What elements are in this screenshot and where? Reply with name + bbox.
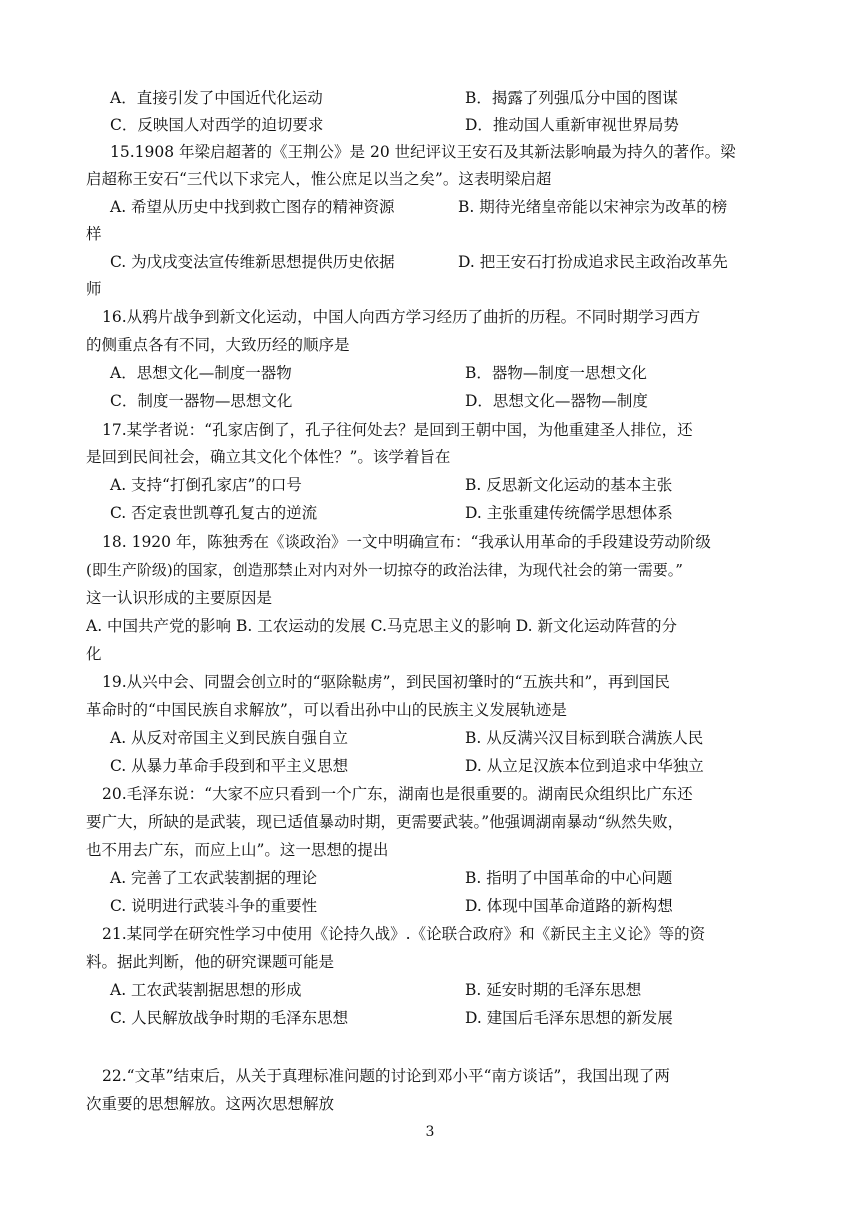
q14-option-a: A．直接引发了中国近代化运动 <box>110 89 323 107</box>
q17-stem-line2: 是回到民间社会，确立其文化个体性？”。该学着旨在 <box>86 448 451 466</box>
q20-option-d: D. 体现中国革命道路的新构想 <box>465 897 673 915</box>
q19-stem-line2: 革命时的“中国民族自求解放”，可以看出孙中山的民族主义发展轨迹是 <box>86 701 567 719</box>
q16-stem-line1: 16.从鸦片战争到新文化运动，中国人向西方学习经历了曲折的历程。不同时期学习西方 <box>102 308 701 326</box>
q18-stem-line2: (即生产阶级)的国家，创造那禁止对内对外一切掠夺的政治法律，为现代社会的第一需要。” <box>86 561 683 579</box>
q16-option-b: B．器物—制度一思想文化 <box>465 364 647 382</box>
q15-stem-line2: 启超称王安石“三代以下求完人，惟公庶足以当之矣”。这表明梁启超 <box>86 170 552 188</box>
q17-option-d: D. 主张重建传统儒学思想体系 <box>465 504 673 522</box>
q18-stem-line1: 18. 1920 年，陈独秀在《谈政治》一文中明确宣布：“我承认用革命的手段建设劳动阶级 <box>102 533 711 551</box>
q14-option-d: D．推动国人重新审视世界局势 <box>465 116 679 134</box>
q21-option-d: D. 建国后毛泽东思想的新发展 <box>465 1009 673 1027</box>
page-number: 3 <box>425 1124 435 1140</box>
q16-option-d: D．思想文化—器物—制度 <box>465 392 648 410</box>
q16-option-c: C．制度一器物—思想文化 <box>110 392 293 410</box>
q21-option-c: C. 人民解放战争时期的毛泽东思想 <box>110 1009 349 1027</box>
q20-stem-line2: 要广大，所缺的是武装，现已适值暴动时期，更需要武装。”他强调湖南暴动“纵然失败， <box>86 813 684 831</box>
q17-option-c: C. 否定袁世凯尊孔复古的逆流 <box>110 504 318 522</box>
q21-option-b: B. 延安时期的毛泽东思想 <box>465 981 642 999</box>
q22-stem-line2: 次重要的思想解放。这两次思想解放 <box>86 1095 335 1113</box>
q15-option-a: A. 希望从历史中找到救亡图存的精神资源 <box>110 198 395 216</box>
q17-option-a: A. 支持“打倒孔家店”的口号 <box>110 476 302 494</box>
q21-stem-line2: 料。据此判断，他的研究课题可能是 <box>86 953 335 971</box>
q16-option-a: A．思想文化—制度一器物 <box>110 364 292 382</box>
q19-stem-line1: 19.从兴中会、同盟会创立时的“驱除鞑虏”，到民国初肇时的“五族共和”，再到国民 <box>102 673 670 691</box>
q19-option-b: B. 从反满兴汉目标到联合满族人民 <box>465 729 704 747</box>
q20-option-b: B. 指明了中国革命的中心问题 <box>465 869 673 887</box>
q15-option-c: C. 为戊戌变法宣传维新思想提供历史依据 <box>110 253 395 271</box>
q18-options-end: 化 <box>86 645 102 663</box>
q22-stem-line1: 22.“文革”结束后，从关于真理标准问题的讨论到邓小平“南方谈话”，我国出现了两 <box>102 1067 670 1085</box>
q15-option-d-end: 师 <box>86 280 102 298</box>
q19-option-d: D. 从立足汉族本位到追求中华独立 <box>465 757 704 775</box>
q15-option-d: D. 把王安石打扮成追求民主政治改革先 <box>458 253 728 271</box>
q17-stem-line1: 17.某学者说：“孔家店倒了，孔子往何处去？是回到王朝中国，为他重建圣人排位，还 <box>102 421 693 439</box>
q18-options: A. 中国共产党的影响 B. 工农运动的发展 C.马克思主义的影响 D. 新文化运动阵营的分 <box>86 617 678 635</box>
q20-option-c: C. 说明进行武装斗争的重要性 <box>110 897 318 915</box>
q15-option-b-end: 样 <box>86 225 102 243</box>
q20-option-a: A. 完善了工农武装割据的理论 <box>110 869 318 887</box>
q19-option-a: A. 从反对帝国主义到民族自强自立 <box>110 729 349 747</box>
q21-option-a: A. 工农武装割据思想的形成 <box>110 981 302 999</box>
q20-stem-line1: 20.毛泽东说：“大家不应只看到一个广东，湖南也是很重要的。湖南民众组织比广东还 <box>102 785 693 803</box>
q14-option-b: B．揭露了列强瓜分中国的图谋 <box>465 89 678 107</box>
q15-stem-line1: 15.1908 年梁启超著的《王荆公》是 20 世纪评议王安石及其新法影响最为持久的著作。梁 <box>110 143 736 161</box>
q16-stem-line2: 的侧重点各有不同，大致历经的顺序是 <box>86 336 350 354</box>
q14-option-c: C．反映国人对西学的迫切要求 <box>110 116 324 134</box>
q18-stem-line3: 这一认识形成的主要原因是 <box>86 589 273 607</box>
q17-option-b: B. 反思新文化运动的基本主张 <box>465 476 673 494</box>
q20-stem-line3: 也不用去广东，而应上山”。这一思想的提出 <box>86 841 389 859</box>
q19-option-c: C. 从暴力革命手段到和平主义思想 <box>110 757 349 775</box>
q21-stem-line1: 21.某同学在研究性学习中使用《论持久战》.《论联合政府》和《新民主主义论》等的资 <box>102 925 706 943</box>
q15-option-b: B. 期待光绪皇帝能以宋神宗为改革的榜 <box>458 198 728 216</box>
